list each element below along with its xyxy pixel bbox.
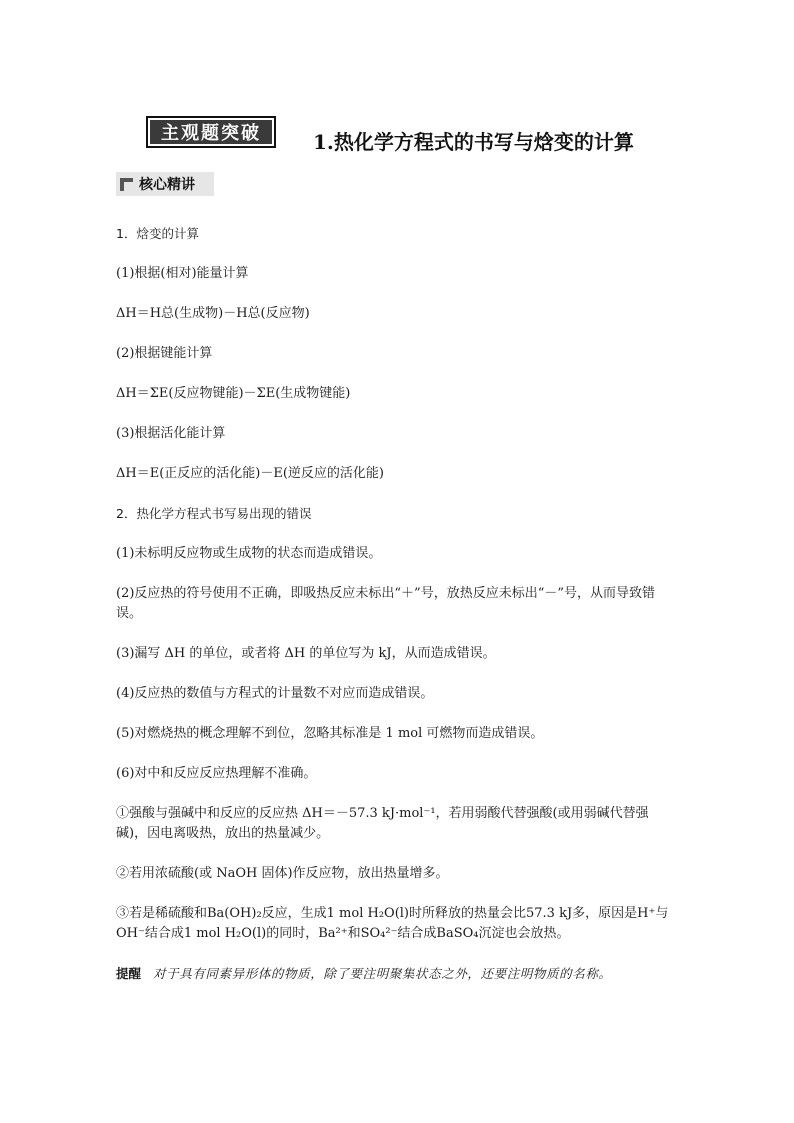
error-item-3: (3)漏写 ΔH 的单位，或者将 ΔH 的单位写为 kJ，从而造成错误。 <box>116 646 496 661</box>
square-bracket-icon <box>120 178 133 191</box>
sub-item-3: ③若是稀硫酸和Ba(OH)₂反应，生成1 mol H₂O(l)时所释放的热量会比57.3 kJ多，原因是H⁺与OH⁻结合成1 mol H₂O(l)的同时，Ba²⁺和SO₄²⁻结合成BaSO₄沉淀也会放热。 <box>116 906 669 941</box>
method-1-title: (1)根据(相对)能量计算 <box>116 266 249 281</box>
method-3-formula: ΔH＝E(正反应的活化能)－E(逆反应的活化能) <box>116 466 384 481</box>
section-badge-label: 主观题突破 <box>150 120 272 144</box>
method-2-title: (2)根据键能计算 <box>116 346 213 361</box>
error-item-6: (6)对中和反应反应热理解不准确。 <box>116 766 317 781</box>
sub-item-1: ①强酸与强碱中和反应的反应热 ΔH＝－57.3 kJ·mol⁻¹，若用弱酸代替强酸(或用弱碱代替强碱)，因电离吸热，放出的热量减少。 <box>116 806 649 841</box>
page-title: 1.热化学方程式的书写与焓变的计算 <box>313 130 634 154</box>
sub-item-2: ②若用浓硫酸(或 NaOH 固体)作反应物，放出热量增多。 <box>116 866 449 881</box>
section-tag-label: 核心精讲 <box>139 177 195 193</box>
section-badge <box>146 116 276 148</box>
error-item-2: (2)反应热的符号使用不正确，即吸热反应未标出“＋”号，放热反应未标出“－”号，从而导致错误。 <box>116 586 655 621</box>
reminder-text: 对于具有同素异形体的物质，除了要注明聚集状态之外，还要注明物质的名称。 <box>153 966 612 981</box>
heading-common-errors: 2．热化学方程式书写易出现的错误 <box>116 506 312 521</box>
method-2-formula: ΔH＝ΣE(反应物键能)－ΣE(生成物键能) <box>116 386 351 401</box>
method-1-formula: ΔH＝H总(生成物)－H总(反应物) <box>116 306 310 321</box>
error-item-5: (5)对燃烧热的概念理解不到位，忽略其标准是 1 mol 可燃物而造成错误。 <box>116 726 544 741</box>
error-item-4: (4)反应热的数值与方程式的计量数不对应而造成错误。 <box>116 686 434 701</box>
reminder-label: 提醒 <box>116 966 142 981</box>
error-item-1: (1)未标明反应物或生成物的状态而造成错误。 <box>116 546 382 561</box>
method-3-title: (3)根据活化能计算 <box>116 426 226 441</box>
main-content <box>116 224 678 1004</box>
reminder-note <box>116 964 678 984</box>
heading-enthalpy-calculation: 1．焓变的计算 <box>116 226 199 241</box>
section-tag <box>116 172 214 196</box>
